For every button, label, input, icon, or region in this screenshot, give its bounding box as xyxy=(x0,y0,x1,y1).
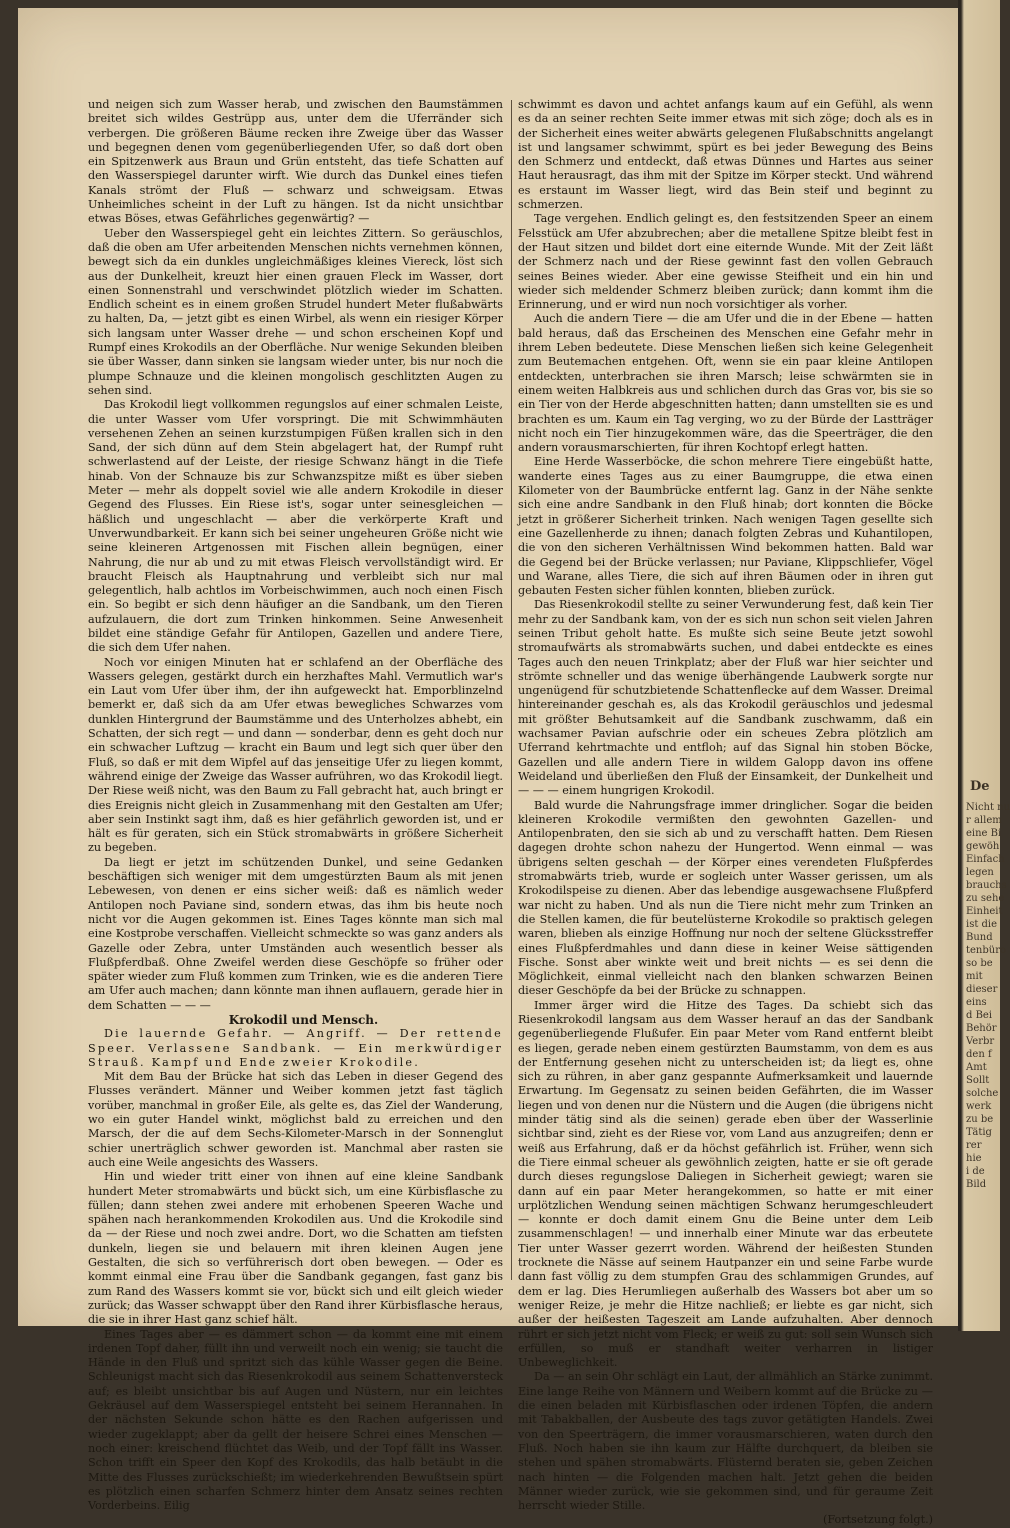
left-paragraph-1: und neigen sich zum Wasser herab, und zwischen den Baumstämmen breitet sich wildes Gestrüpp aus, unter dem die Uferränder sich verbergen. Die größeren Bäume recken ihre Zweige über das Wasser und begegnen denen vom gegenüberliegenden Ufer, so daß dort oben ein Spitzenwerk aus Braun und Grün entsteht, das tiefe Schatten auf den Wasserspiegel darunter wirft. Wie durch das Dunkel eines tiefen Kanals strömt der Fluß — schwarz und schweigsam. Etwas Unheimliches scheint in der Luft zu hängen. Ist da nicht unsichtbar etwas Böses, etwas Gefährliches gegenwärtig? — xyxy=(88,98,503,226)
edge-line: tenbüro xyxy=(966,945,1007,956)
continuation-note: (Fortsetzung folgt.) xyxy=(822,1513,933,1527)
left-column xyxy=(88,98,503,1513)
edge-line: brauchs xyxy=(966,880,1007,891)
edge-line: eins xyxy=(966,997,987,1008)
newspaper-page xyxy=(18,8,960,1527)
edge-line: i de xyxy=(966,1166,985,1177)
right-paragraph-2: Tage vergehen. Endlich gelingt es, den festsitzenden Speer an einem Felsstück am Ufer abzubrechen; aber die metallene Spitze bleibt fest in der Haut sitzen und bildet dort eine eiternde Wunde. Mit der Zeit läßt der Schmerz nach und der Riese gewinnt fast den vollen Gebrauch seines Beines wieder. Aber eine gewisse Steifheit und ein hin und wieder sich meldender Schmerz bleiben zurück; dann kommt ihm die Erinnerung, und er wird nun noch vorsichtiger als vorher. xyxy=(518,212,933,312)
right-paragraph-6: Bald wurde die Nahrungsfrage immer dringlicher. Sogar die beiden kleineren Krokodile vermißten den gewohnten Gazellen- und Antilopenbraten, den sie sich ab und zu verschafft hatten. Dem Riesen dagegen drohte schon nahezu der Hungertod. Wenn einmal — was übrigens selten geschah — der Körper eines verendeten Flußpferdes stromabwärts trieb, wurde er sogleich unter Wasser gerissen, um als Krokodilspeise zu dienen. Aber das lebendige ausgewachsene Flußpferd war nicht zu haben. Und als nun die Tiere nicht mehr zum Trinken an die Stellen kamen, die für beutelüsterne Krokodile so praktisch gelegen waren, blieben als einzige Hoffnung nur noch der seltene Glücksstreffer eines Flußpferdmahles und dann diese in keiner Weise sättigenden Fische. Sonst aber winkte weit und breit nichts — es sei denn die Möglichkeit, einmal vielleicht nach den blanken schwarzen Beinen dieser Geschöpfe da bei der Brücke zu schnappen. xyxy=(518,798,933,998)
right-paragraph-1: schwimmt es davon und achtet anfangs kaum auf ein Gefühl, als wenn es da an seiner rechten Seite immer etwas mit sich zöge; doch als es in der Sicherheit eines weiter abwärts gelegenen Flußabschnitts angelangt ist und langsamer schwimmt, spürt es bei jeder Bewegung des Beins den Schmerz und entdeckt, daß etwas Dünnes und Hartes aus seiner Haut herausragt, das ihm mit der Spitze im Körper steckt. Und während es erstaunt im Wasser liegt, wird das Bein steif und beginnt zu schmerzen. xyxy=(518,98,933,212)
edge-line: Tätig xyxy=(966,1127,992,1138)
section-title: Krokodil und Mensch. xyxy=(228,1013,379,1027)
edge-line: Einfach xyxy=(966,854,1005,865)
adjacent-page-edge xyxy=(958,0,1010,1331)
left-paragraph-4: Noch vor einigen Minuten hat er schlafend an der Oberfläche des Wassers gelegen, gestärkt durch ein herzhaftes Mahl. Vermutlich war's ein Laut vom Ufer über ihm, der ihn aufgeweckt hat. Emporblinzelnd bemerkt er, daß sich da am Ufer etwas bewegliches Schwarzes vom dunklen Hintergrund der Baumstämme und des Unterholzes abhebt, ein Schatten, der sich regt — und dann — sonderbar, denn es geht doch nur ein schwacher Luftzug — kracht ein Baum und legt sich quer über den Fluß, so daß er mit dem Wipfel auf das jenseitige Ufer zu liegen kommt, während einige der Zweige das Wasser aufrühren, wo das Krokodil liegt. Der Riese weiß nicht, was den Baum zu Fall gebracht hat, auch bringt er dies Ereignis nicht gleich in Zusammenhang mit den Gestalten am Ufer; aber sein Instinkt sagt ihm, daß es hier gefährlich geworden ist, und er hält es für geraten, sich ein Stück stromabwärts in größere Sicherheit zu begeben. xyxy=(88,655,503,855)
edge-line: solche xyxy=(966,1088,999,1099)
edge-lines xyxy=(958,801,1010,1191)
right-paragraph-7: Immer ärger wird die Hitze des Tages. Da schiebt sich das Riesenkrokodil langsam aus dem Wasser herauf an das der Sandbank gegenüberliegende Flußufer. Ein paar Meter vom Rand entfernt bleibt es liegen, gerade neben einem gestürzten Baumstamm, von dem es aus der Entfernung gesehen nicht zu unterscheiden ist; da liegt es, ohne sich zu rühren, in aber ganz gespannte Aufmerksamkeit und lauernde Erwartung. Im Gegensatz zu seinen beiden Gefährten, die im Wasser liegen und von denen nur die Nüstern und die Augen (die übrigens nicht minder tätig sind als die seinen) gerade eben über der Wasserlinie sichtbar sind, zieht es der Riese vor, vom Land aus anzugreifen; denn er weiß aus Erfahrung, daß er da höchst gefährlich ist. Früher, wenn sich die Tiere einmal scheuer als gewöhnlich zeigten, hatte er sie oft gerade durch dieses regungslose Daliegen in Sicherheit gewiegt; waren sie dann auf ein paar Meter herangekommen, so hatte er mit einer urplötzlichen Wendung seinen mächtigen Schwanz herumgeschleudert — konnte er doch damit einem Gnu die Beine unter dem Leib zusammenschlagen! — und innerhalb einer Minute war das erbeutete Tier unter Wasser gezerrt worden. Während der heißesten Stunden trocknete die Nässe auf seinem Hautpanzer ein und seine Farbe wurde dann fast völlig zu dem stumpfen Grau des schlammigen Grundes, auf dem er lag. Dies Herumliegen außerhalb des Wassers bot aber um so weniger Reize, je mehr die Hitze nachließ; er liebte es gar nicht, sich außer der heißesten Tageszeit am Lande aufzuhalten. Aber dennoch rührt er sich jetzt nicht vom Fleck; er weiß zu gut: soll sein Wunsch sich erfüllen, so muß er standhaft weiter verharren in listiger Unbeweglichkeit. xyxy=(518,998,933,1370)
right-paragraph-3: Auch die andern Tiere — die am Ufer und die in der Ebene — hatten bald heraus, daß das Erscheinen des Menschen eine Gefahr mehr in ihrem Leben bedeutete. Diese Menschen ließen sich keine Gelegenheit zum Beutemachen entgehen. Oft, wenn sie ein paar kleine Antilopen entdeckten, unterbrachen sie ihren Marsch; leise schwärmten sie in einem weiten Halbkreis aus und schlichen durch das Gras vor, bis sie so ein Tier von der Herde abgeschnitten hatten; dann umstellten sie es und brachten es um. Kaum ein Tag verging, wo zu der Bürde der Lastträger nicht noch ein Tier hinzugekommen wäre, das die Speerträger, die den andern vorausmarschierten, für ihren Kochtopf erlegt hatten. xyxy=(518,312,933,455)
edge-line: Verbr xyxy=(966,1036,995,1047)
right-paragraph-8: Da — an sein Ohr schlägt ein Laut, der allmählich an Stärke zunimmt. Eine lange Reihe von Männern und Weibern kommt auf die Brücke zu — die einen beladen mit Kürbisflaschen oder irdenen Töpfen, die andern mit Tabakballen, der Ausbeute des tags zuvor getätigten Handels. Zwei von den Speerträgern, die immer vorausmarschieren, waten durch den Fluß. Noch haben sie ihn kaum zur Hälfte durchquert, da bleiben sie stehen und spähen stromabwärts. Flüsternd beraten sie, geben Zeichen nach hinten — die Folgenden machen halt. Jetzt gehen die beiden Männer wieder zurück, wie sie gekommen sind, und für geraume Zeit herrscht wieder Stille. xyxy=(518,1370,933,1513)
edge-line: gewöh xyxy=(966,841,1000,852)
edge-line: werk xyxy=(966,1101,992,1112)
edge-line: Bund xyxy=(966,932,993,943)
section-subhead: Die lauernde Gefahr. — Angriff. — Der rettende Speer. Verlassene Sandbank. — Ein merkwürdiger Strauß. Kampf und Ende zweier Krokodile. xyxy=(88,1027,503,1069)
edge-heading: De xyxy=(970,779,990,794)
edge-line: rer xyxy=(966,1140,982,1151)
left-paragraph-8: Eines Tages aber — es dämmert schon — da kommt eine mit einem irdenen Topf daher, füllt ihn und verweilt noch ein wenig; sie taucht die Hände in den Fluß und spritzt sich das kühle Wasser gegen die Beine. Schleunigst macht sich das Riesenkrokodil aus seinem Schattenversteck auf; es bleibt unsichtbar bis auf Augen und Nüstern, nur ein leichtes Gekräusel auf dem Wasserspiegel entsteht bei seinem Herannahen. In der nächsten Sekunde schon hätte es den Rachen aufgerissen und wieder zugeklappt; aber da gellt der heisere Schrei eines Menschen — noch einer: kreischend flüchtet das Weib, und der Topf fällt ins Wasser. Schon trifft ein Speer den Kopf des Krokodils, das halb betäubt in die Mitte des Flusses zurückschießt; im wiederkehrenden Bewußtsein spürt es plötzlich einen scharfen Schmerz hinter dem Ansatz seines rechten Vorderbeins. Eilig xyxy=(88,1327,503,1513)
column-divider xyxy=(511,100,512,1280)
right-column xyxy=(518,98,933,1528)
left-paragraph-5: Da liegt er jetzt im schützenden Dunkel, und seine Gedanken beschäftigen sich weniger mit dem umgestürzten Baum als mit jenen Lebewesen, von denen er eins sicher weiß: daß es nämlich weder Antilopen noch Paviane sind, sondern etwas, das ihm bis heute noch nicht vor die Augen gekommen ist. Eines Tages könnte man sich mal eine Kostprobe verschaffen. Vielleicht schmeckte so was ganz anders als Gazelle oder Zebra, unter Umständen auch wesentlich besser als Flußpferdbaß. Ohne Zweifel werden diese Geschöpfe so früher oder später wieder zum Fluß kommen zum Trinken, wie es die anderen Tiere am Ufer auch machen; dann könnte man ihnen auflauern, gerade hier in dem Schatten — — — xyxy=(88,855,503,1012)
left-paragraph-6: Mit dem Bau der Brücke hat sich das Leben in dieser Gegend des Flusses verändert. Männer und Weiber kommen jetzt fast täglich vorüber, manchmal in großer Eile, als gelte es, das Ziel der Wanderung, wo ein guter Handel winkt, möglichst bald zu erreichen und den Marsch, der die auf dem Sechs-Kilometer-Marsch in der Sonnenglut schier unerträglich schwer geworden ist. Manchmal aber rasten sie auch eine Weile angesichts des Wassers. xyxy=(88,1070,503,1169)
edge-line: Nicht nu xyxy=(966,802,1010,813)
edge-line: Behör xyxy=(966,1023,997,1034)
edge-line: Bild xyxy=(966,1179,987,1190)
edge-line: Einheit xyxy=(966,906,1003,917)
edge-line: Sollt xyxy=(966,1075,990,1086)
edge-line: zu be xyxy=(966,1114,994,1125)
edge-line: so be xyxy=(966,958,993,969)
left-paragraph-7: Hin und wieder tritt einer von ihnen auf eine kleine Sandbank hundert Meter stromabwärts und bückt sich, um eine Kürbisflasche zu füllen; dann stehen zwei andere mit erhobenen Speeren Wache und spähen nach herankommenden Krokodilen aus. Und die Krokodile sind da — der Riese und noch zwei andre. Dort, wo die Schatten am tiefsten dunkeln, liegen sie und belauern mit ihren kleinen Augen jene Gestalten, die sich so verführerisch dort oben bewegen. — Oder es kommt einmal eine Frau über die Sandbank gegangen, fast ganz bis zum Rand des Wassers kommt sie vor, bückt sich und eilt gleich wieder zurück; das Wasser schwappt über den Rand ihrer Kürbisflasche heraus, die sie in ihrer Hast ganz schief hält. xyxy=(88,1170,503,1327)
edge-line: d Bei xyxy=(966,1010,993,1021)
edge-line: r allem xyxy=(966,815,1002,826)
right-paragraph-5: Das Riesenkrokodil stellte zu seiner Verwunderung fest, daß kein Tier mehr zu der Sandbank kam, von der es sich nun schon seit vielen Jahren seinen Tribut geholt hatte. Es mußte sich seine Beute jetzt sowohl stromaufwärts als stromabwärts suchen, und dabei entdeckte es eines Tages auch den neuen Trinkplatz; aber der Fluß war hier seichter und strömte schneller und das wenige überhängende Laubwerk sorgte nur ungenügend für schutzbietende Schattenflecke auf dem Wasser. Dreimal hintereinander geschah es, als das Krokodil geräuschlos und jedesmal mit größter Behutsamkeit auf die Sandbank zuschwamm, daß ein wachsamer Pavian aufschrie oder ein scheues Zebra plötzlich am Uferrand kehrtmachte und entfloh; auf das Signal hin stoben Böcke, Gazellen und alle andern Tiere in wildem Galopp davon ins offene Weideland und überließen den Fluß der Einsamkeit, der Dunkelheit und — — — einem hungrigen Krokodil. xyxy=(518,598,933,798)
edge-line: den f xyxy=(966,1049,992,1060)
edge-line: dieser xyxy=(966,984,998,995)
left-paragraph-2: Ueber den Wasserspiegel geht ein leichtes Zittern. So geräuschlos, daß die oben am Ufer arbeitenden Menschen nichts vernehmen können, bewegt sich da ein dunkles ungleichmäßiges kleines Viereck, löst sich aus der Dunkelheit, kreuzt hier einen grauen Fleck im Wasser, dort einen Sonnenstrahl und verschwindet plötzlich wieder im Schatten. Endlich scheint es in einem großen Strudel hundert Meter flußabwärts zu halten, Da, — jetzt gibt es einen Wirbel, als wenn ein riesiger Körper sich langsam unter Wasser drehe — und schon erscheinen Kopf und Rumpf eines Krokodils an der Oberfläche. Nur wenige Sekunden bleiben sie über Wasser, dann sinken sie langsam wieder unter, bis nur noch die plumpe Schnauze und die kleinen mongolisch geschlitzten Augen zu sehen sind. xyxy=(88,226,503,397)
left-paragraph-3: Das Krokodil liegt vollkommen regungslos auf einer schmalen Leiste, die unter Wasser vom Ufer vorspringt. Die mit Schwimmhäuten versehenen Zehen an seinen kurzstumpigen Füßen krallen sich in den Sand, der sich dünn auf dem Stein abgelagert hat, der Rumpf ruht schwerlastend auf der Leiste, der riesige Schwanz hängt in die Tiefe hinab. Von der Schnauze bis zur Schwanzspitze mißt es über sieben Meter — mehr als doppelt soviel wie alle andern Krokodile in dieser Gegend des Flusses. Ein Riese ist's, sogar unter seinesgleichen — häßlich und ungeschlacht — aber die verkörperte Kraft und Unverwundbarkeit. Er kann sich bei seiner ungeheuren Größe nicht wie seine kleineren Artgenossen mit Fischen allein begnügen, einer Nahrung, die nur ab und zu mit etwas Fleisch vervollständigt wird. Er braucht Fleisch als Hauptnahrung und verbleibt sich nur mal gelegentlich, halb achtlos im Vorbeischwimmen, auch noch einen Fisch ein. So begibt er sich denn häufiger an die Sandbank, um den Tieren aufzulauern, die dort zum Trinken hinkommen. Seine Anwesenheit bildet eine ständige Gefahr für Antilopen, Gazellen und andere Tiere, die sich dem Ufer nahen. xyxy=(88,398,503,655)
edge-line: mit xyxy=(966,971,983,982)
right-paragraph-4: Eine Herde Wasserböcke, die schon mehrere Tiere eingebüßt hatte, wanderte eines Tages aus zu einer Baumgruppe, die etwa einen Kilometer von der Baumbrücke entfernt lag. Ganz in der Nähe senkte sich eine andre Sandbank in den Fluß hinab; dort konnten die Böcke jetzt in größerer Sicherheit trinken. Nach wenigen Tagen gesellte sich eine Gazellenherde zu ihnen; danach folgten Zebras und Kuhantilopen, die von den sicheren Verhältnissen Wind bekommen hatten. Bald war die Gegend bei der Brücke verlassen; nur Paviane, Klippschliefer, Vögel und Warane, alles Tiere, die sich auf ihren Bäumen oder in ihren gut gebauten Festen sicher fühlen konnten, blieben zurück. xyxy=(518,455,933,598)
edge-line: hie xyxy=(966,1153,982,1164)
edge-line: legen xyxy=(966,867,994,878)
edge-line: eine Bi xyxy=(966,828,1002,839)
edge-line: Amt xyxy=(966,1062,987,1073)
edge-line: zu sehe xyxy=(966,893,1005,904)
edge-line: ist die xyxy=(966,919,998,930)
